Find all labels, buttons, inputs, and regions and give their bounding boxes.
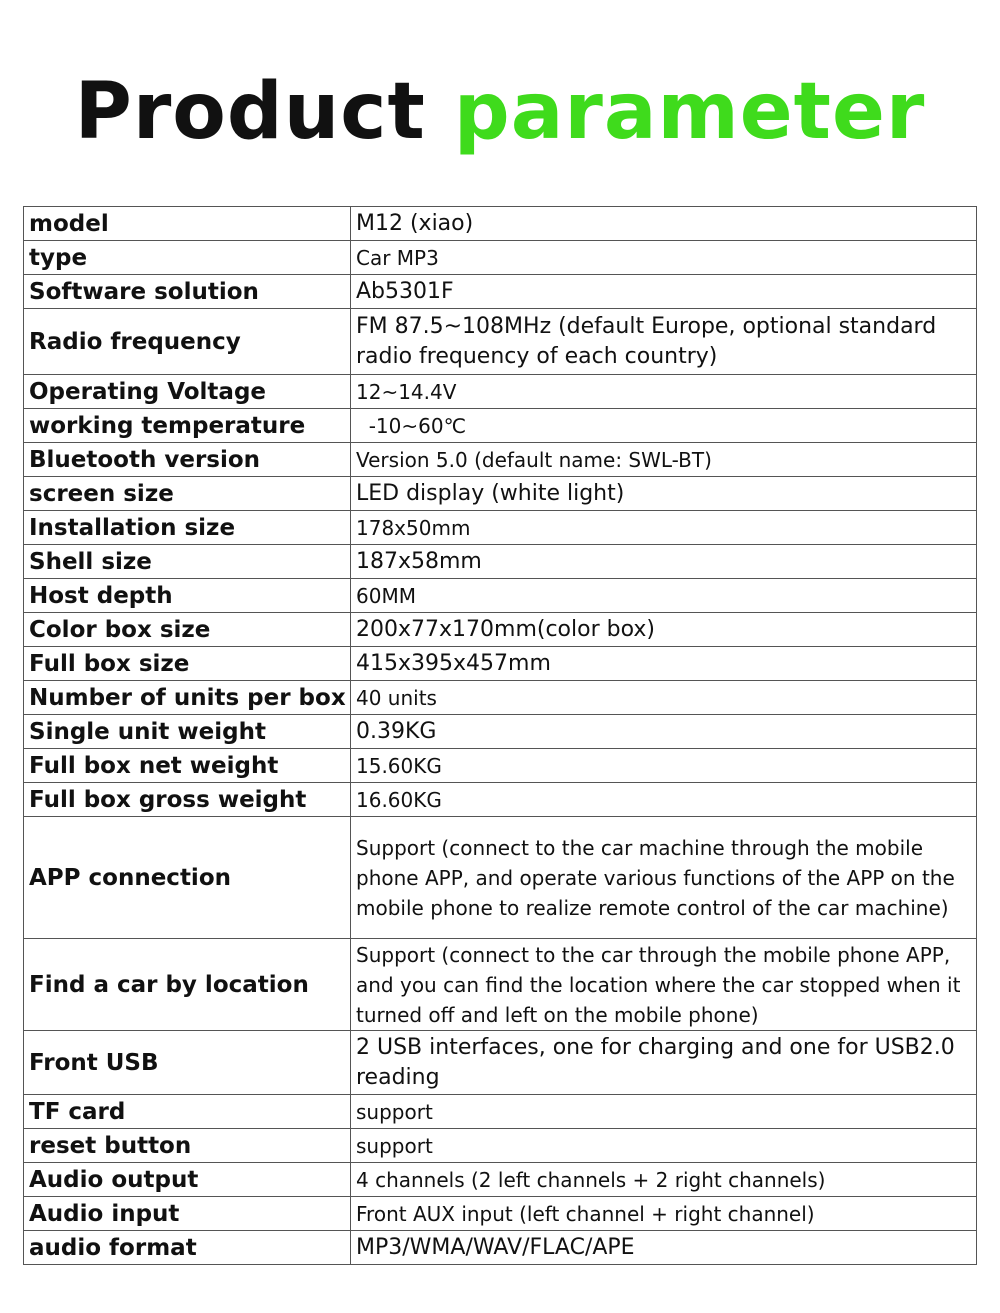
table-row	[24, 375, 977, 409]
table-row	[24, 443, 977, 477]
table-row	[24, 545, 977, 579]
param-label: reset button	[24, 1129, 351, 1163]
param-label: Bluetooth version	[24, 443, 351, 477]
parameter-table	[23, 206, 977, 1265]
param-label: Software solution	[24, 275, 351, 309]
param-value: 2 USB interfaces, one for charging and one for USB2.0 reading	[351, 1031, 977, 1095]
param-value: 0.39KG	[351, 715, 977, 749]
param-value: 60MM	[351, 579, 977, 613]
param-value: support	[351, 1129, 977, 1163]
param-label: Full box net weight	[24, 749, 351, 783]
param-label: working temperature	[24, 409, 351, 443]
param-value: 16.60KG	[351, 783, 977, 817]
table-row	[24, 817, 977, 939]
table-row	[24, 409, 977, 443]
table-row	[24, 1031, 977, 1095]
param-label: Front USB	[24, 1031, 351, 1095]
param-value: FM 87.5~108MHz (default Europe, optional standard radio frequency of each country)	[351, 309, 977, 375]
table-row	[24, 309, 977, 375]
param-value: M12 (xiao)	[351, 207, 977, 241]
param-label: Operating Voltage	[24, 375, 351, 409]
table-row	[24, 275, 977, 309]
table-row	[24, 207, 977, 241]
param-value: 187x58mm	[351, 545, 977, 579]
table-row	[24, 1163, 977, 1197]
param-value: Front AUX input (left channel + right channel)	[351, 1197, 977, 1231]
param-label: model	[24, 207, 351, 241]
param-label: Installation size	[24, 511, 351, 545]
param-label: TF card	[24, 1095, 351, 1129]
table-row	[24, 241, 977, 275]
table-row	[24, 613, 977, 647]
table-row	[24, 647, 977, 681]
param-value: Car MP3	[351, 241, 977, 275]
param-value: 15.60KG	[351, 749, 977, 783]
param-label: screen size	[24, 477, 351, 511]
table-row	[24, 939, 977, 1031]
table-row	[24, 1129, 977, 1163]
param-value: 200x77x170mm(color box)	[351, 613, 977, 647]
table-row	[24, 783, 977, 817]
table-row	[24, 477, 977, 511]
table-row	[24, 1095, 977, 1129]
param-value: 178x50mm	[351, 511, 977, 545]
param-value: Ab5301F	[351, 275, 977, 309]
param-label: Shell size	[24, 545, 351, 579]
title-word-parameter: parameter	[453, 67, 926, 157]
param-label: Audio output	[24, 1163, 351, 1197]
param-label: Full box gross weight	[24, 783, 351, 817]
param-label: Full box size	[24, 647, 351, 681]
param-label: Find a car by location	[24, 939, 351, 1031]
param-label: Number of units per box	[24, 681, 351, 715]
param-value: 415x395x457mm	[351, 647, 977, 681]
param-label: Audio input	[24, 1197, 351, 1231]
param-label: type	[24, 241, 351, 275]
param-value: LED display (white light)	[351, 477, 977, 511]
table-row	[24, 681, 977, 715]
param-value: 40 units	[351, 681, 977, 715]
param-value: Version 5.0 (default name: SWL-BT)	[351, 443, 977, 477]
title-word-product: Product	[74, 67, 426, 157]
table-row	[24, 715, 977, 749]
param-value: 12~14.4V	[351, 375, 977, 409]
table-row	[24, 749, 977, 783]
param-value: Support (connect to the car machine through the mobile phone APP, and operate various functions of the APP on the mobile phone to realize remote control of the car machine)	[351, 817, 977, 939]
param-value: 4 channels (2 left channels + 2 right channels)	[351, 1163, 977, 1197]
param-label: Single unit weight	[24, 715, 351, 749]
param-value: support	[351, 1095, 977, 1129]
param-value: MP3/WMA/WAV/FLAC/APE	[351, 1231, 977, 1265]
table-row	[24, 579, 977, 613]
param-label: Radio frequency	[24, 309, 351, 375]
page-title	[0, 67, 1000, 157]
table-row	[24, 511, 977, 545]
table-row	[24, 1231, 977, 1265]
param-label: APP connection	[24, 817, 351, 939]
param-label: Color box size	[24, 613, 351, 647]
param-value: Support (connect to the car through the mobile phone APP, and you can find the location where the car stopped when it turned off and left on the mobile phone)	[351, 939, 977, 1031]
param-label: audio format	[24, 1231, 351, 1265]
param-value: -10~60℃	[351, 409, 977, 443]
param-label: Host depth	[24, 579, 351, 613]
table-row	[24, 1197, 977, 1231]
